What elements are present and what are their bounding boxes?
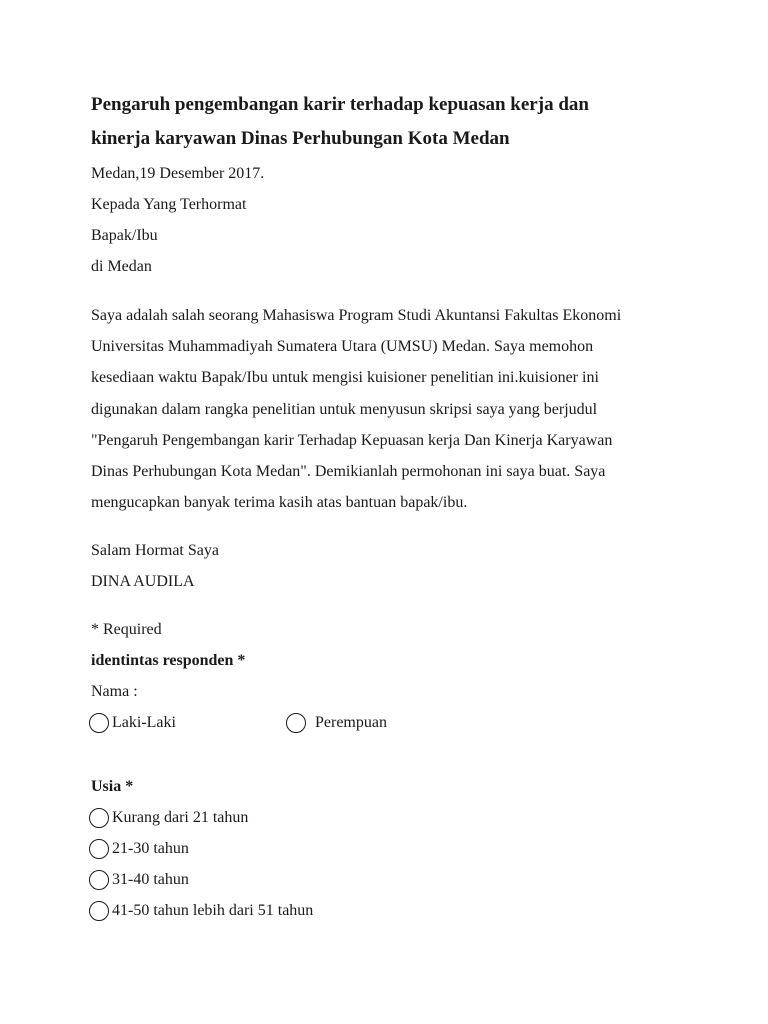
age-option[interactable]: [89, 802, 691, 833]
radio-circle-icon[interactable]: [89, 713, 109, 733]
letter-greeting-3: di Medan: [91, 258, 152, 275]
letter-body-line: Dinas Perhubungan Kota Medan". Demikianlah permohonan ini saya buat. Saya: [91, 463, 606, 481]
letter-body-line: Saya adalah salah seorang Mahasiswa Program Studi Akuntansi Fakultas Ekonomi: [91, 307, 622, 324]
age-option[interactable]: [89, 895, 691, 926]
letter-closing: Salam Hormat Saya: [91, 542, 219, 560]
letter-greeting-1: Kepada Yang Terhormat: [91, 196, 247, 213]
radio-circle-icon[interactable]: [89, 808, 109, 828]
letter-body-line: "Pengaruh Pengembangan karir Terhadap Kepuasan kerja Dan Kinerja Karyawan: [91, 431, 613, 449]
letter-signature: DINA AUDILA: [91, 573, 195, 591]
document-title-line-2: kinerja karyawan Dinas Perhubungan Kota Medan: [91, 128, 510, 149]
gender-option-label: Perempuan: [315, 713, 387, 731]
letter-body-line: mengucapkan banyak terima kasih atas bantuan bapak/ibu.: [91, 494, 468, 512]
age-option[interactable]: [89, 833, 691, 864]
radio-circle-icon[interactable]: [89, 901, 109, 921]
required-note: * Required: [91, 621, 162, 639]
age-option-label: Kurang dari 21 tahun: [112, 808, 249, 826]
age-option[interactable]: [89, 864, 691, 895]
age-option-label: 31-40 tahun: [112, 870, 189, 888]
gender-option-male[interactable]: [89, 713, 286, 733]
letter-date: Medan,19 Desember 2017.: [91, 165, 265, 182]
document-title-line-1: Pengaruh pengembangan karir terhadap kepuasan kerja dan: [91, 94, 589, 115]
gender-option-label: Laki-Laki: [112, 713, 176, 731]
gender-option-female[interactable]: [286, 713, 387, 733]
radio-circle-icon[interactable]: [89, 839, 109, 859]
age-label: Usia *: [91, 778, 134, 796]
letter-body: [91, 300, 691, 518]
radio-circle-icon[interactable]: [89, 870, 109, 890]
letter-body-line: digunakan dalam rangka penelitian untuk menyusun skripsi saya yang berjudul: [91, 400, 598, 418]
name-label: Nama :: [91, 683, 138, 701]
age-radio-group: [91, 802, 691, 926]
section-identity-heading: identintas responden *: [91, 652, 246, 670]
age-option-label: 41-50 tahun lebih dari 51 tahun: [112, 901, 314, 919]
letter-body-line: kesediaan waktu Bapak/Ibu untuk mengisi kuisioner penelitian ini.kuisioner ini: [91, 369, 599, 387]
letter-greeting-2: Bapak/Ibu: [91, 227, 158, 244]
letter-body-line: Universitas Muhammadiyah Sumatera Utara (UMSU) Medan. Saya memohon: [91, 338, 594, 356]
gender-radio-group: [89, 707, 691, 738]
age-option-label: 21-30 tahun: [112, 839, 189, 857]
radio-circle-icon[interactable]: [286, 713, 306, 733]
document-page: [91, 88, 691, 926]
